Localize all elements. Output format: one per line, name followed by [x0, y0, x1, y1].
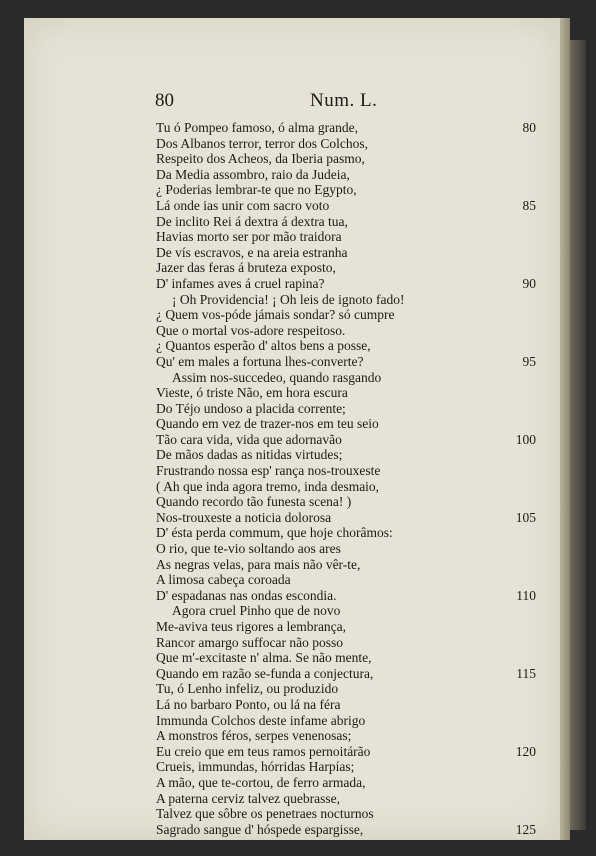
poem-line [156, 432, 556, 448]
poem-line-text: Nos-trouxeste a noticia dolorosa [156, 509, 332, 525]
page-header [155, 90, 555, 114]
poem-line-text: Tu, ó Lenho infeliz, ou produzido [156, 681, 339, 697]
poem-line-text: ¿ Poderias lembrar-te que no Egypto, [156, 182, 357, 198]
poem-line-text: D' espadanas nas ondas escondia. [156, 587, 337, 603]
poem-line-text: Frustrando nossa esp' rança nos-trouxeste [156, 463, 381, 479]
poem-line-text: ¡ Oh Providencia! ¡ Oh leis de ignoto fado! [172, 291, 405, 307]
line-number: 80 [522, 120, 536, 135]
line-number: 90 [522, 275, 536, 291]
poem-line-text: Do Téjo undoso a placida corrente; [156, 400, 346, 416]
poem-line [156, 354, 556, 370]
poem-line-text: ( Ah que inda agora tremo, inda desmaio, [156, 478, 380, 494]
line-number: 120 [515, 743, 536, 759]
poem-line [156, 635, 556, 651]
poem-line-text: Que o mortal vos-adore respeitoso. [156, 322, 346, 338]
poem-line [156, 276, 556, 292]
poem-line [156, 681, 556, 697]
page-title: Num. L. [310, 90, 378, 111]
line-number: 110 [516, 587, 536, 603]
poem-line [156, 385, 556, 401]
poem-line-text: Lá onde ias unir com sacro voto [156, 197, 330, 213]
poem-line-text: Me-aviva teus rigores a lembrança, [156, 619, 347, 634]
poem-line [156, 370, 556, 386]
poem-line [156, 167, 556, 183]
poem-line [156, 463, 556, 479]
poem-line-text: Assim nos-succedeo, quando rasgando [172, 369, 382, 385]
poem-line [156, 572, 556, 588]
poem-line-text: ¿ Quem vos-póde jámais sondar? só cumpre [156, 307, 395, 323]
poem-line-text: Talvez que sôbre os penetraes nocturnos [156, 806, 374, 822]
poem-line-text: Respeito dos Acheos, da Iberia pasmo, [156, 151, 365, 167]
poem-line [156, 650, 556, 666]
poem-line [156, 120, 556, 136]
poem-line-text: Vieste, ó triste Não, em hora escura [156, 385, 348, 401]
poem-line [156, 245, 556, 261]
poem-line [156, 229, 556, 245]
poem-line-text: D' ésta perda commum, que hoje chorâmos: [156, 525, 393, 541]
poem-line [156, 728, 556, 744]
poem-line [156, 666, 556, 682]
poem-line-text: A mão, que te-cortou, de ferro armada, [156, 774, 366, 790]
poem-line-text: Quando em razão se-funda a conjectura, [156, 665, 374, 681]
poem-line-text: De inclito Rei á dextra á dextra tua, [156, 213, 348, 229]
poem-text [156, 120, 556, 837]
poem-line [156, 525, 556, 541]
poem-line-text: Dos Albanos terror, terror dos Colchos, [156, 135, 369, 151]
poem-line-text: De mãos dadas as nitidas virtudes; [156, 447, 343, 463]
poem-line-text: A paterna cerviz talvez quebrasse, [156, 790, 341, 806]
poem-line [156, 479, 556, 495]
poem-line [156, 214, 556, 230]
poem-line-text: Jazer das feras á bruteza exposto, [156, 260, 336, 276]
poem-line [156, 292, 556, 308]
poem-line-text: D' infames aves á cruel rapina? [156, 275, 325, 291]
poem-line [156, 136, 556, 152]
poem-line [156, 541, 556, 557]
poem-line [156, 759, 556, 775]
poem-line-text: ¿ Quantos esperão d' altos bens a posse, [156, 338, 371, 354]
line-number: 115 [516, 665, 536, 681]
poem-line-text: Quando em vez de trazer-nos em teu seio [156, 416, 379, 432]
page-edge [560, 18, 570, 840]
poem-line [156, 588, 556, 604]
line-number: 95 [522, 353, 536, 369]
poem-line [156, 182, 556, 198]
poem-line [156, 307, 556, 323]
poem-line [156, 619, 556, 635]
poem-line [156, 806, 556, 822]
poem-line [156, 338, 556, 354]
poem-line-text: Crueis, immundas, hórridas Harpías; [156, 759, 355, 775]
poem-line [156, 713, 556, 729]
poem-line-text: Rancor amargo suffocar não posso [156, 634, 343, 650]
poem-line-text: Quando recordo tão funesta scena! ) [156, 494, 352, 510]
poem-line-text: Da Media assombro, raio da Judeia, [156, 166, 350, 182]
poem-line-text: O rio, que te-vio soltando aos ares [156, 541, 341, 557]
poem-line-text: A monstros féros, serpes venenosas; [156, 728, 352, 744]
page-number: 80 [155, 90, 174, 111]
poem-line [156, 510, 556, 526]
poem-line [156, 151, 556, 167]
line-number: 100 [515, 431, 536, 447]
poem-line-text: Tão cara vida, vida que adornavão [156, 431, 342, 447]
poem-line [156, 401, 556, 417]
poem-line-text: Agora cruel Pinho que de novo [172, 603, 341, 619]
poem-line-text: De vís escravos, e na areia estranha [156, 244, 348, 260]
poem-line [156, 697, 556, 713]
poem-line-text: Lá no barbaro Ponto, ou lá na féra [156, 696, 341, 712]
poem-line [156, 791, 556, 807]
poem-line-text: As negras velas, para mais não vêr-te, [156, 556, 361, 572]
poem-line [156, 557, 556, 573]
poem-line-text: A limosa cabeça coroada [156, 572, 291, 588]
poem-line [156, 822, 556, 838]
poem-line [156, 494, 556, 510]
book-binding [570, 40, 586, 830]
poem-line [156, 198, 556, 214]
poem-line [156, 603, 556, 619]
poem-line-text: Qu' em males a fortuna lhes-converte? [156, 353, 364, 369]
poem-line [156, 744, 556, 760]
poem-line [156, 775, 556, 791]
line-number: 125 [515, 821, 536, 837]
line-number: 85 [522, 197, 536, 213]
line-number: 105 [515, 509, 536, 525]
poem-line-text: Sagrado sangue d' hóspede espargisse, [156, 821, 364, 837]
poem-line [156, 260, 556, 276]
poem-line-text: Eu creio que em teus ramos pernoitárão [156, 743, 371, 759]
poem-line [156, 416, 556, 432]
poem-line [156, 447, 556, 463]
poem-line-text: Tu ó Pompeo famoso, ó alma grande, [156, 120, 358, 135]
poem-line-text: Havias morto ser por mão traidora [156, 229, 342, 245]
poem-line-text: Que m'-excitaste n' alma. Se não mente, [156, 650, 372, 666]
poem-line [156, 323, 556, 339]
poem-line-text: Immunda Colchos deste infame abrigo [156, 712, 366, 728]
